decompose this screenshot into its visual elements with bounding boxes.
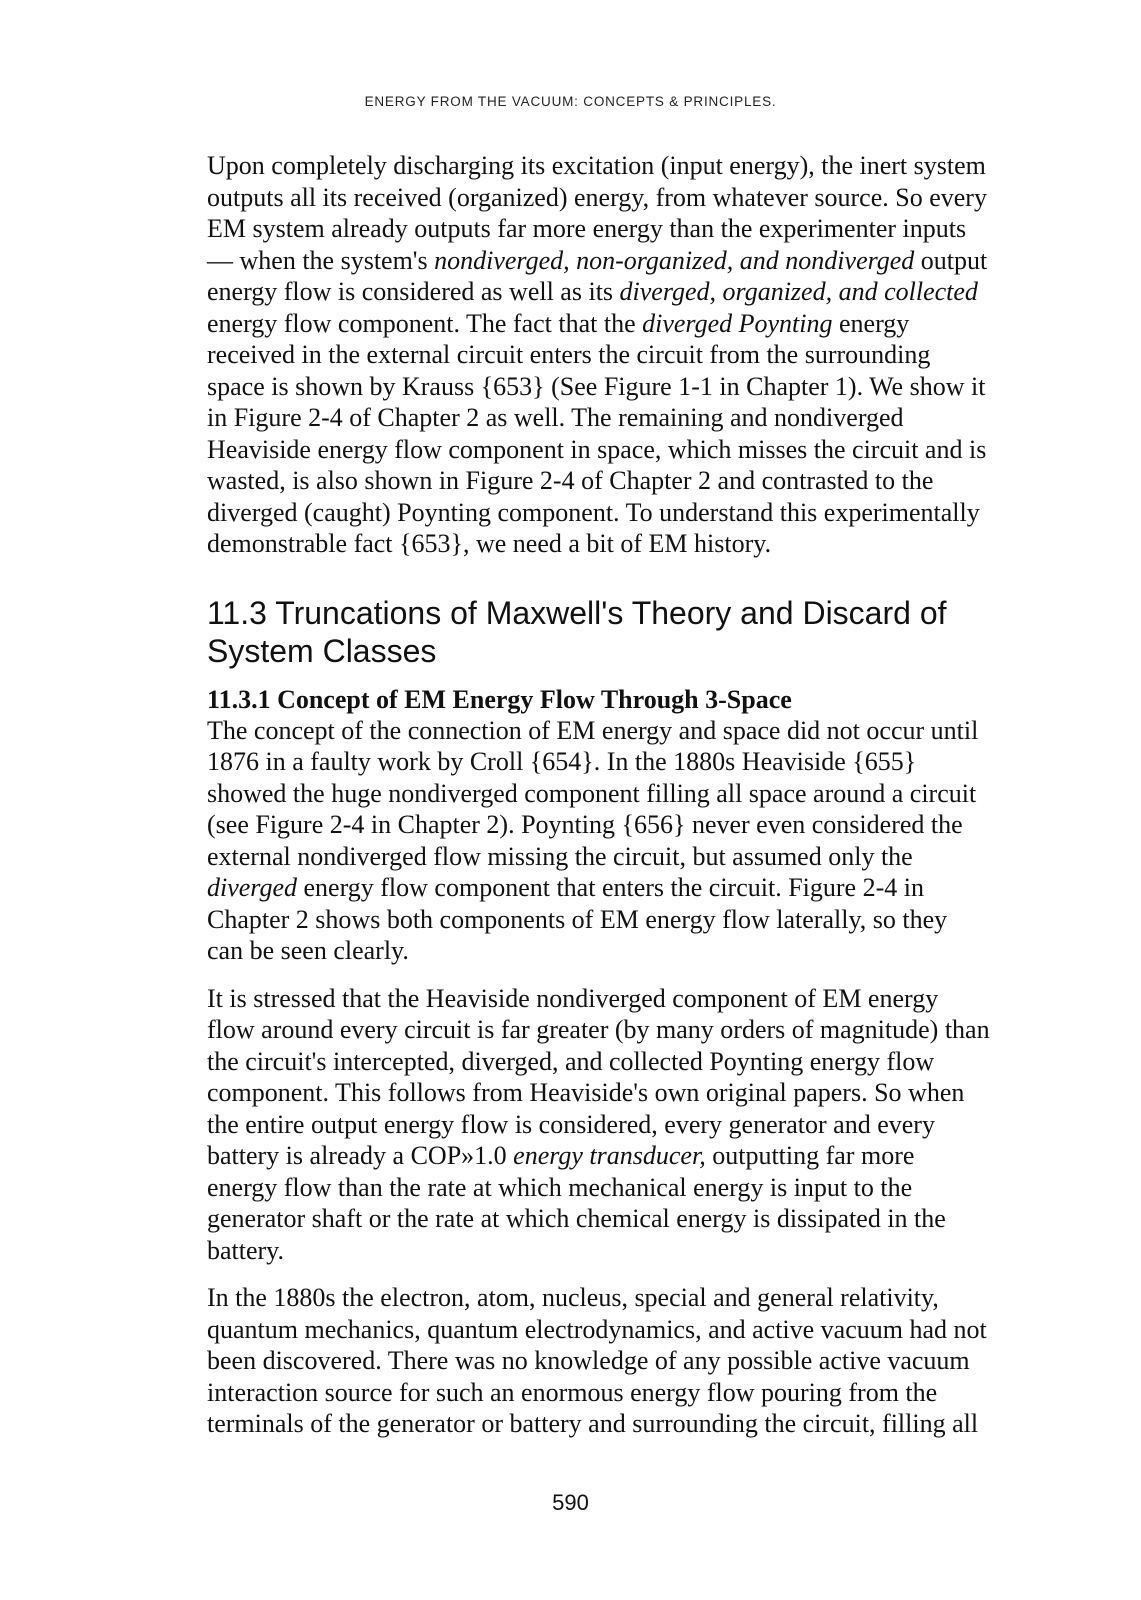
text-line xyxy=(207,809,1077,841)
page-content xyxy=(207,150,1077,1440)
text-line xyxy=(207,1140,1077,1172)
text-line xyxy=(207,465,1077,497)
text-run: It is stressed that the Heaviside nondiverged component of EM energy xyxy=(207,983,939,1013)
paragraph xyxy=(207,1282,1077,1440)
text-line xyxy=(207,1014,1077,1046)
text-line xyxy=(207,1235,1077,1267)
text-line xyxy=(207,1345,1077,1377)
text-line xyxy=(207,528,1077,560)
section-heading-line: 11.3 Truncations of Maxwell's Theory and Discard of xyxy=(207,594,947,631)
page-number: 590 xyxy=(552,1490,589,1515)
section-heading-line: System Classes xyxy=(207,632,437,669)
text-run: flow around every circuit is far greater (by many orders of magnitude) than xyxy=(207,1015,990,1044)
text-run: diverged (caught) Poynting component. To understand this experimentally xyxy=(207,497,980,527)
subsection-heading: 11.3.1 Concept of EM Energy Flow Through 3-Space xyxy=(207,684,792,714)
text-run: energy flow component. The fact that the xyxy=(207,308,643,338)
text-line xyxy=(207,1046,1077,1078)
text-line xyxy=(207,245,1077,277)
text-run: the entire output energy flow is considered, every generator and every xyxy=(207,1109,935,1139)
text-run: the circuit's intercepted, diverged, and collected Poynting energy flow xyxy=(207,1046,935,1076)
italic-text: diverged xyxy=(207,873,297,902)
text-run: interaction source for such an enormous energy flow pouring from the xyxy=(207,1377,938,1407)
text-run: energy flow is considered as well as its xyxy=(207,277,620,306)
running-head: ENERGY FROM THE VACUUM: CONCEPTS & PRINCIPLES. xyxy=(364,94,777,109)
text-run: generator shaft or the rate at which chemical energy is dissipated in the xyxy=(207,1204,946,1233)
text-run: Upon completely discharging its excitation (input energy), the inert system xyxy=(207,151,986,180)
text-line xyxy=(207,308,1077,340)
text-run: Chapter 2 shows both components of EM energy flow laterally, so they xyxy=(207,904,948,934)
text-run: quantum mechanics, quantum electrodynamics, and active vacuum had not xyxy=(207,1314,987,1344)
italic-text: diverged, organized, and collected xyxy=(619,277,978,306)
text-line xyxy=(207,402,1077,434)
text-run: energy flow component that enters the circuit. Figure 2-4 in xyxy=(297,873,924,902)
paragraph xyxy=(207,983,1077,1267)
text-line xyxy=(207,371,1077,403)
text-run: received in the external circuit enters the circuit from the surrounding xyxy=(207,340,931,369)
text-run: in Figure 2-4 of Chapter 2 as well. The remaining and nondiverged xyxy=(207,403,904,432)
text-run: can be seen clearly. xyxy=(207,936,409,965)
text-run: wasted, is also shown in Figure 2-4 of Chapter 2 and contrasted to the xyxy=(207,466,934,495)
text-run: component. This follows from Heaviside's own original papers. So when xyxy=(207,1078,965,1107)
paragraph xyxy=(207,150,1077,560)
text-line xyxy=(207,497,1077,529)
text-line xyxy=(207,904,1077,936)
text-run: battery. xyxy=(207,1235,284,1265)
text-line xyxy=(207,213,1077,245)
italic-text: energy transducer, xyxy=(513,1141,706,1170)
italic-text: nondiverged, non-organized, and nondiverged xyxy=(434,245,915,275)
text-run: space is shown by Krauss {653} (See Figure 1-1 in Chapter 1). We show it xyxy=(207,371,986,401)
text-line xyxy=(207,983,1077,1015)
text-run: The concept of the connection of EM energy and space did not occur until xyxy=(207,715,979,745)
text-run: output xyxy=(914,245,988,275)
text-run: In the 1880s the electron, atom, nucleus, special and general relativity, xyxy=(207,1283,939,1312)
text-line xyxy=(207,182,1077,214)
text-run: outputting far more xyxy=(705,1141,915,1170)
text-line xyxy=(207,1109,1077,1141)
text-line xyxy=(207,339,1077,371)
text-run: been discovered. There was no knowledge of any possible active vacuum xyxy=(207,1346,970,1375)
text-run: — when the system's xyxy=(207,245,435,275)
text-line xyxy=(207,778,1077,810)
text-run: battery is already a COP»1.0 xyxy=(207,1141,514,1170)
italic-text: diverged Poynting xyxy=(642,308,833,338)
paragraph xyxy=(207,715,1077,967)
text-run: EM system already outputs far more energy than the experimenter inputs xyxy=(207,214,967,243)
text-line xyxy=(207,150,1077,182)
text-line xyxy=(207,872,1077,904)
text-run: 1876 in a faulty work by Croll {654}. In the 1880s Heaviside {655} xyxy=(207,747,917,776)
text-line xyxy=(207,746,1077,778)
text-run: Heaviside energy flow component in space, which misses the circuit and is xyxy=(207,434,987,464)
section-heading xyxy=(207,594,1077,670)
text-line xyxy=(207,1314,1077,1346)
text-line xyxy=(207,434,1077,466)
text-run: outputs all its received (organized) energy, from whatever source. So every xyxy=(207,182,987,212)
text-line xyxy=(207,715,1077,747)
text-line xyxy=(207,1282,1077,1314)
text-line xyxy=(207,1203,1077,1235)
text-line xyxy=(207,841,1077,873)
text-run: energy xyxy=(832,308,910,338)
text-line xyxy=(207,1172,1077,1204)
text-line xyxy=(207,1077,1077,1109)
text-run: showed the huge nondiverged component filling all space around a circuit xyxy=(207,778,977,808)
text-line xyxy=(207,276,1077,308)
text-run: terminals of the generator or battery and surrounding the circuit, filling all xyxy=(207,1409,979,1438)
text-run: external nondiverged flow missing the circuit, but assumed only the xyxy=(207,841,913,871)
text-line xyxy=(207,1408,1077,1440)
text-run: demonstrable fact {653}, we need a bit of EM history. xyxy=(207,529,772,558)
text-run: (see Figure 2-4 in Chapter 2). Poynting {656} never even considered the xyxy=(207,810,963,839)
text-run: energy flow than the rate at which mechanical energy is input to the xyxy=(207,1172,913,1202)
text-line xyxy=(207,1377,1077,1409)
text-line xyxy=(207,935,1077,967)
